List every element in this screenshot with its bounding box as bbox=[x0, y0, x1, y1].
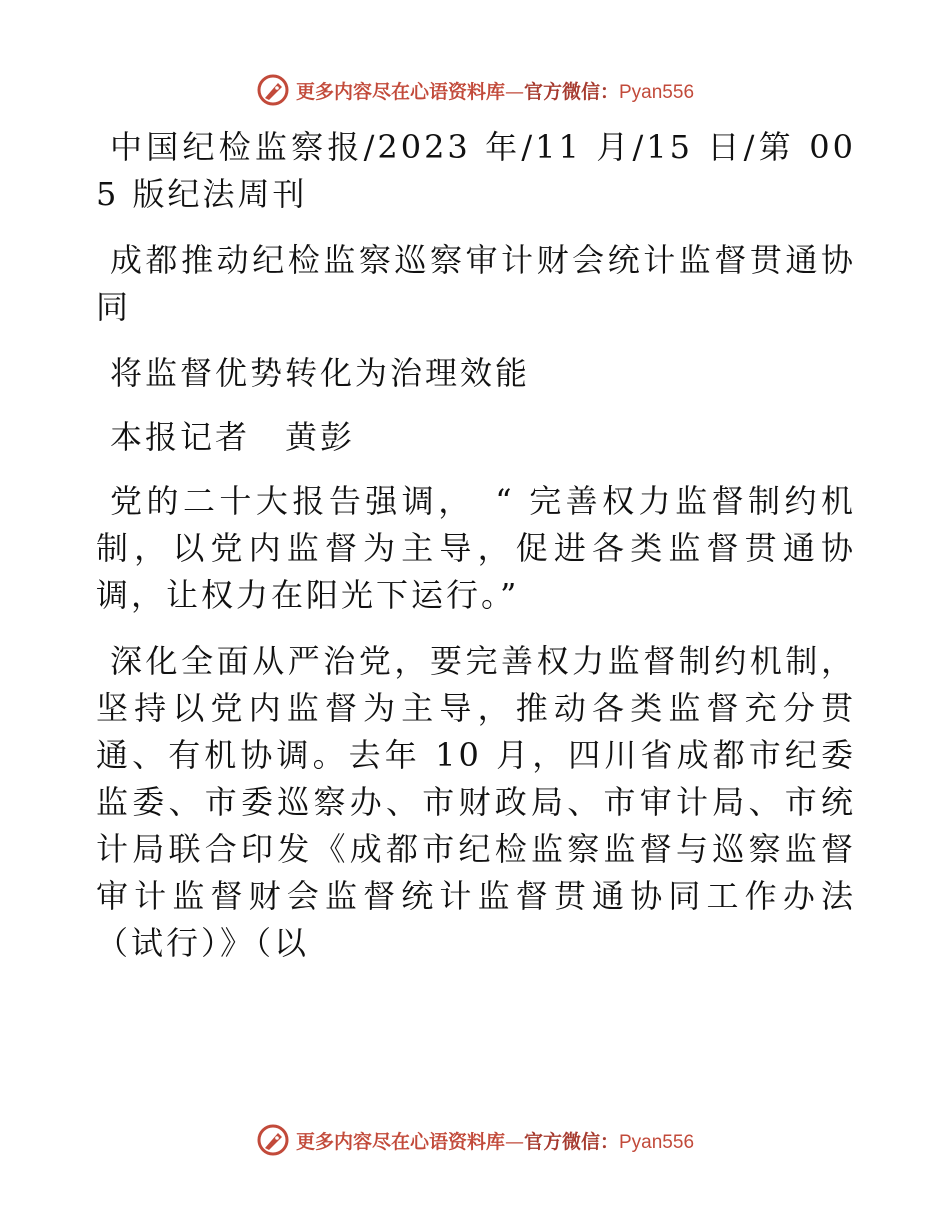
watermark-dash: — bbox=[504, 1130, 524, 1153]
pen-nib-logo-icon bbox=[256, 1123, 290, 1157]
article-subtitle: 将监督优势转化为治理效能 bbox=[110, 354, 531, 392]
watermark-main: 更多内容尽在心语资料库 bbox=[295, 1130, 505, 1153]
watermark-official: 官方微信： bbox=[523, 80, 619, 103]
watermark-handle: Pyan556 bbox=[619, 1131, 695, 1153]
watermark-dash: — bbox=[504, 80, 524, 103]
footer-watermark bbox=[0, 1120, 950, 1160]
pen-nib-logo-icon bbox=[256, 73, 290, 107]
article-paragraph: 党的二十大报告强调， “ 完善权力监督制约机制，以党内监督为主导，促进各类监督贯通协调，让权力在阳光下运行。” bbox=[96, 482, 856, 614]
article-content bbox=[96, 124, 856, 986]
header-watermark bbox=[0, 70, 950, 110]
article-byline: 本报记者 黄彭 bbox=[110, 418, 356, 456]
watermark-official: 官方微信： bbox=[523, 1130, 619, 1153]
watermark-handle: Pyan556 bbox=[619, 81, 695, 103]
article-title: 成都推动纪检监察巡察审计财会统计监督贯通协同 bbox=[96, 241, 856, 326]
watermark-text bbox=[296, 77, 694, 104]
watermark-main: 更多内容尽在心语资料库 bbox=[295, 80, 505, 103]
watermark-text bbox=[296, 1127, 694, 1154]
article-source: 中国纪检监察报/2023 年/11 月/15 日/第 005 版纪法周刊 bbox=[96, 128, 856, 213]
article-paragraph: 深化全面从严治党，要完善权力监督制约机制，坚持以党内监督为主导，推动各类监督充分贯通、有机协调。去年 10 月，四川省成都市纪委监委、市委巡察办、市财政局、市审计局、市统计局联合印发《成都市纪检监察监督与巡察监督审计监督财会监督统计监督贯通协同工作办法（试行）》（以 bbox=[96, 642, 856, 962]
